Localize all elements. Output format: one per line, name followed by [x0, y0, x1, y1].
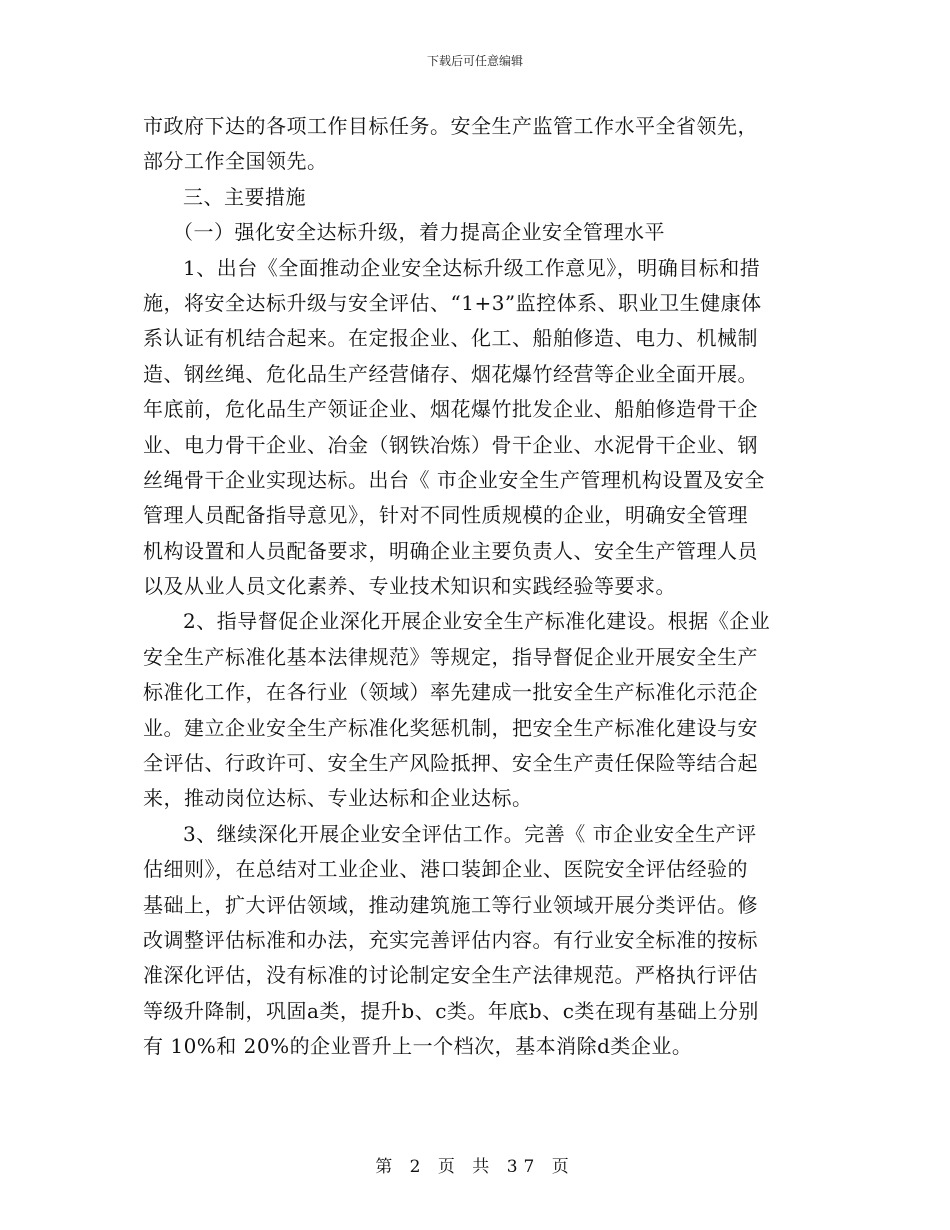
text-line: 市政府下达的各项工作目标任务。安全生产监管工作水平全省领先，	[143, 114, 758, 138]
text-line: 2、指导督促企业深化开展企业安全生产标准化建设。根据《企业	[183, 609, 771, 634]
text-line: 部分工作全国领先。	[143, 149, 328, 174]
text-line: 来，推动岗位达标、专业达标和企业达标。	[143, 786, 533, 811]
text-line: 管理人员配备指导意见》，针对不同性质规模的企业，明确安全管理	[143, 503, 748, 528]
text-line: 业、电力骨干企业、冶金（钢铁冶炼）骨干企业、水泥骨干企业、钢	[143, 432, 758, 457]
text-line: 丝绳骨干企业实现达标。出台《 市企业安全生产管理机构设置及安全	[143, 467, 765, 492]
text-line: 造、钢丝绳、危化品生产经营储存、烟花爆竹经营等企业全面开展。	[143, 361, 758, 386]
text-line: 标准化工作，在各行业（领域）率先建成一批安全生产标准化示范企	[143, 680, 758, 705]
text-line: （一）强化安全达标升级，着力提高企业安全管理水平	[173, 220, 665, 245]
text-line: 以及从业人员文化素养、专业技术知识和实践经验等要求。	[143, 574, 676, 599]
text-line: 系认证有机结合起来。在定报企业、化工、船舶修造、电力、机械制	[143, 326, 758, 351]
text-line: 业。建立企业安全生产标准化奖惩机制，把安全生产标准化建设与安	[143, 715, 758, 740]
page-header: 下载后可任意编辑	[426, 54, 523, 68]
text-line: 基础上，扩大评估领域，推动建筑施工等行业领域开展分类评估。修	[143, 892, 758, 917]
text-line: 机构设置和人员配备要求，明确企业主要负责人、安全生产管理人员	[143, 538, 758, 563]
text-line: 安全生产标准化基本法律规范》等规定，指导督促企业开展安全生产	[143, 644, 758, 669]
text-line: 准深化评估，没有标准的讨论制定安全生产法律规范。严格执行评估	[143, 963, 758, 988]
text-line: 年底前，危化品生产领证企业、烟花爆竹批发企业、船舶修造骨干企	[143, 397, 758, 422]
text-line: 施，将安全达标升级与安全评估、“1+3”监控体系、职业卫生健康体	[143, 290, 762, 315]
text-line: 估细则》，在总结对工业企业、港口装卸企业、医院安全评估经验的	[143, 857, 748, 882]
text-line: 1、出台《全面推动企业安全达标升级工作意见》，明确目标和措	[183, 255, 761, 280]
text-line: 有 10%和 20%的企业晋升上一个档次，基本消除d类企业。	[143, 1034, 693, 1059]
text-line: 三、主要措施	[183, 184, 306, 209]
text-line: 3、继续深化开展企业安全评估工作。完善《 市企业安全生产评	[183, 821, 757, 846]
text-line: 全评估、行政许可、安全生产风险抵押、安全生产责任保险等结合起	[143, 751, 758, 776]
text-line: 等级升降制，巩固a类，提升b、c类。年底b、c类在现有基础上分别	[143, 998, 759, 1023]
page-footer: 第 2 页 共 37 页	[375, 1157, 575, 1177]
document-body	[143, 112, 809, 1068]
text-line: 改调整评估标准和办法，充实完善评估内容。有行业安全标准的按标	[143, 927, 758, 952]
